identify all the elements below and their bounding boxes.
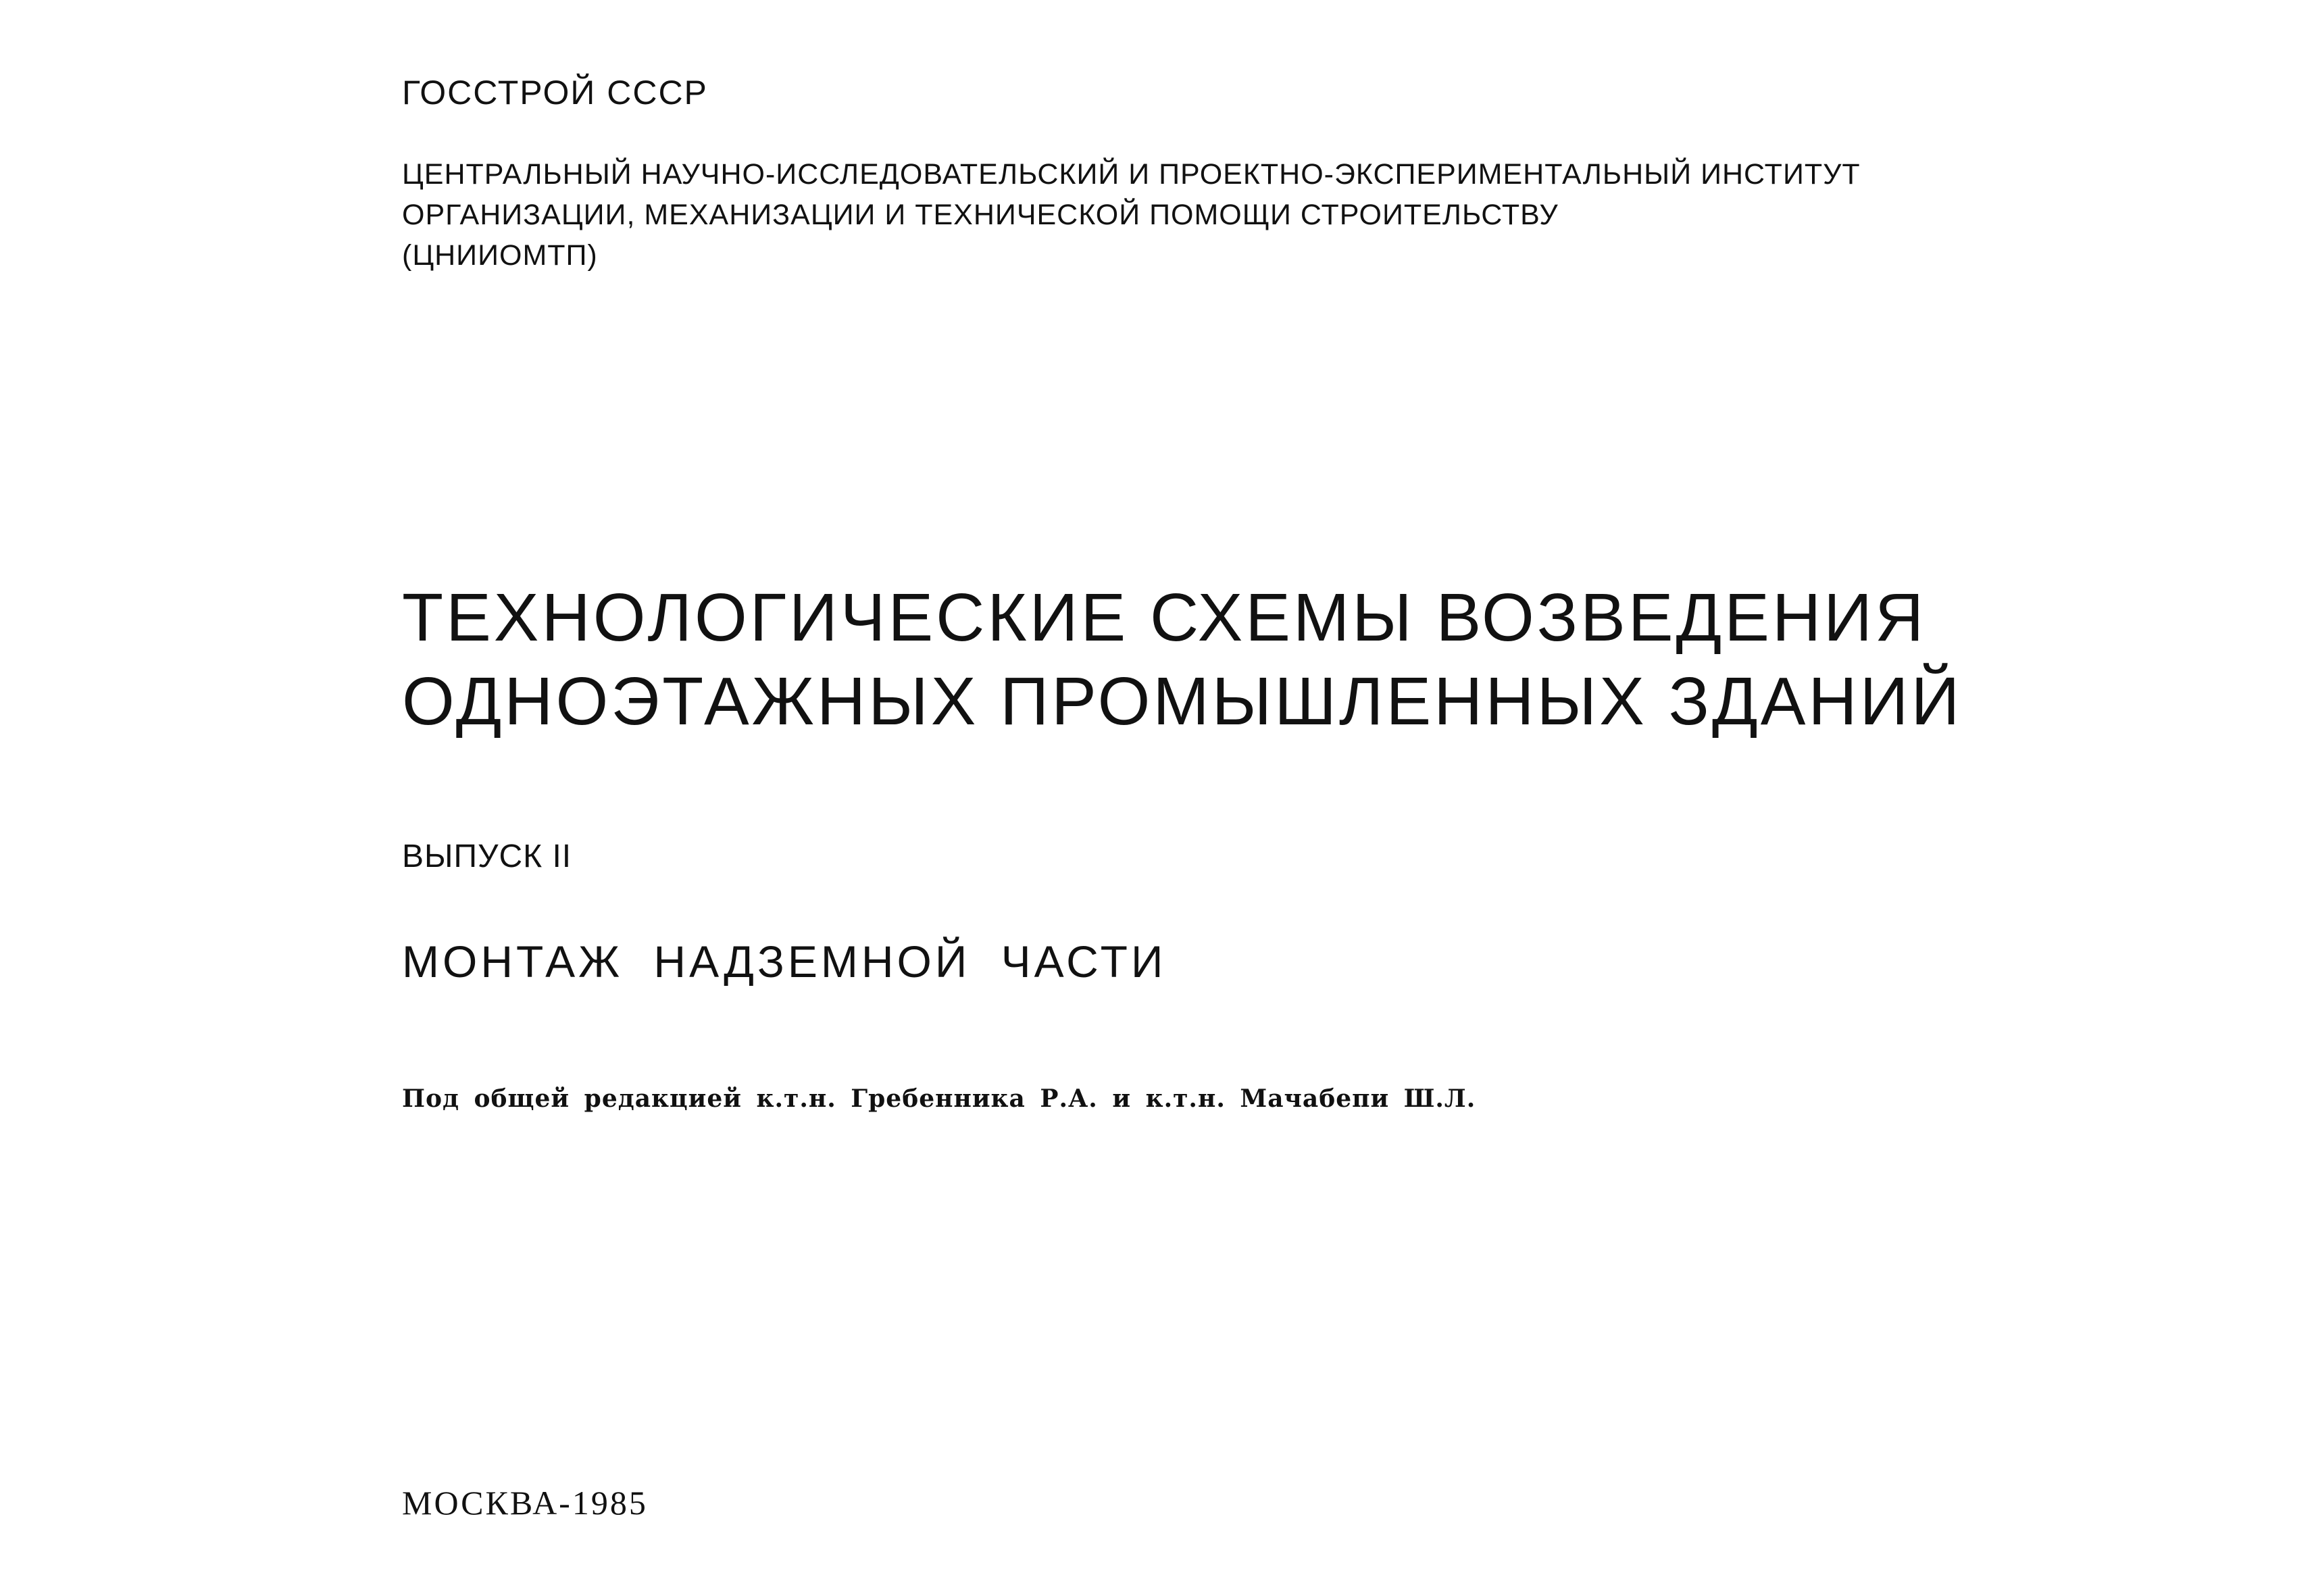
document-title [402, 576, 1962, 743]
title-line-1: ТЕХНОЛОГИЧЕСКИЕ СХЕМЫ ВОЗВЕДЕНИЯ [402, 580, 1927, 655]
institute-line-2: ОРГАНИЗАЦИИ, МЕХАНИЗАЦИИ И ТЕХНИЧЕСКОЙ ПОМОЩИ СТРОИТЕЛЬСТВУ [402, 199, 1559, 231]
institute-line-3: (ЦНИИОМТП) [402, 239, 598, 272]
editors-credit: Под общей редакцией к.т.н. Гребенника Р.А. и к.т.н. Мачабепи Ш.Л. [402, 1084, 1476, 1113]
title-line-2: ОДНОЭТАЖНЫХ ПРОМЫШЛЕННЫХ ЗДАНИЙ [402, 664, 1963, 739]
institute-name [402, 154, 1861, 276]
institute-line-1: ЦЕНТРАЛЬНЫЙ НАУЧНО-ИССЛЕДОВАТЕЛЬСКИЙ И ПРОЕКТНО-ЭКСПЕРИМЕНТАЛЬНЫЙ ИНСТИТУТ [402, 158, 1861, 191]
document-subtitle: МОНТАЖ НАДЗЕМНОЙ ЧАСТИ [402, 937, 1167, 987]
agency-name: ГОССТРОЙ СССР [402, 74, 708, 111]
place-and-year: МОСКВА-1985 [402, 1484, 648, 1522]
issue-number: ВЫПУСК II [402, 839, 572, 874]
